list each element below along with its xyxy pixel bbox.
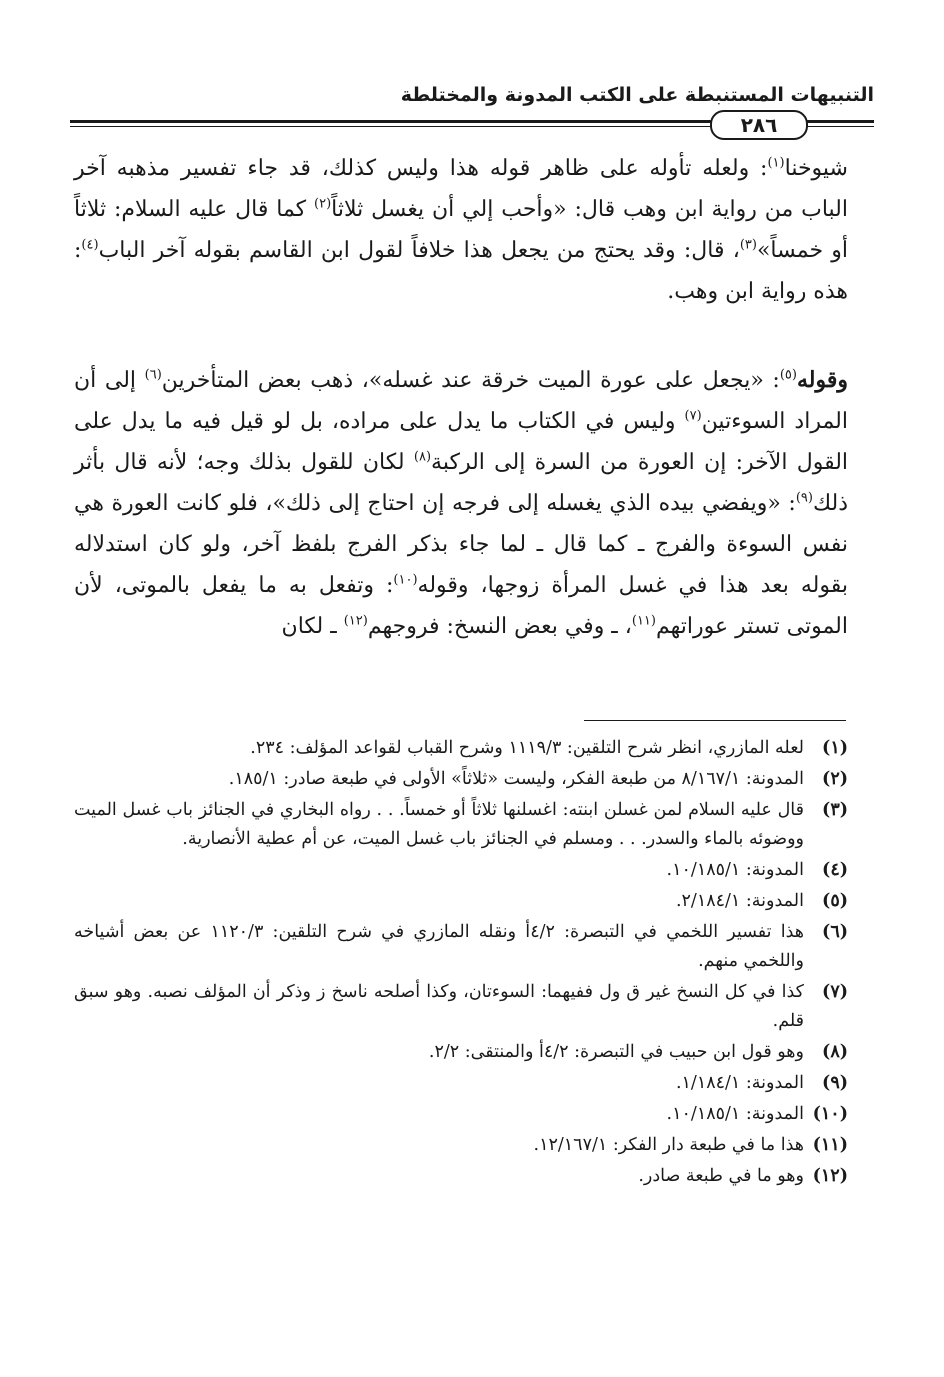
text-run: ، ـ وفي بعض النسخ: فروجهم [367, 614, 632, 639]
footnote-text: المدونة: ٢/١٨٤/١. [675, 891, 804, 911]
footnote-item [74, 1069, 848, 1098]
footnote-item [74, 1038, 848, 1067]
footnote-number: (٦) [822, 922, 848, 942]
footnote-text: وهو قول ابن حبيب في التبصرة: ٤/٢أ والمنتقى: ٢/٢. [428, 1042, 804, 1062]
footnote-item [74, 1162, 848, 1191]
footnote-ref: (١١) [631, 613, 656, 629]
text-run: ـ لكان [281, 614, 344, 639]
running-title: التنبيهات المستنبطة على الكتب المدونة والمختلطة [400, 84, 874, 106]
footnote-number: (١٠) [812, 1104, 848, 1124]
text-run: : «يجعل على عورة الميت خرقة عند غسله»، ذهب بعض المتأخرين [161, 368, 780, 393]
footnote-number: (٧) [822, 982, 848, 1002]
footnote-ref: (٢) [314, 196, 332, 212]
footnote-item [74, 796, 848, 854]
footnote-number: (٩) [822, 1073, 848, 1093]
footnote-text: المدونة: ١/١٨٤/١. [675, 1073, 804, 1093]
paragraph-2 [74, 360, 848, 647]
footnote-text: قال عليه السلام لمن غسلن ابنته: اغسلنها ثلاثاً أو خمساً. . . رواه البخاري في الجنائز باب غسل الميت ووضوئه بالماء والسدر. . . ومسلم في الجنائز باب غسل الميت، عن أم عطية الأنصارية. [74, 800, 804, 849]
footnote-item [74, 978, 848, 1036]
footnote-number: (٤) [822, 860, 848, 880]
footnote-ref: (٩) [795, 490, 813, 506]
footnote-ref: (١٠) [393, 572, 418, 588]
footnote-number: (٢) [822, 769, 848, 789]
footnote-text: المدونة: ١٠/١٨٥/١. [666, 1104, 804, 1124]
footnote-ref: (١٢) [343, 613, 368, 629]
footnote-divider [584, 720, 846, 721]
footnote-text: وهو ما في طبعة صادر. [638, 1166, 804, 1186]
footnote-ref: (٤) [81, 237, 99, 253]
footnote-number: (٨) [822, 1042, 848, 1062]
footnote-item [74, 918, 848, 976]
text-run: : هذه رواية ابن وهب. [74, 238, 848, 304]
text-run: وليس في الكتاب ما يدل على مراده، بل لو قيل فيه ما يدل على القول الآخر: إن العورة من السرة إلى الركبة [74, 409, 849, 475]
footnotes-list [74, 734, 848, 1193]
footnote-text: هذا تفسير اللخمي في التبصرة: ٤/٢أ ونقله المازري في شرح التلقين: ١١٢٠/٣ عن بعض أشياخه واللخمي منهم. [74, 922, 805, 971]
footnote-number: (١٢) [812, 1166, 848, 1186]
text-run: : وتفعل به ما يفعل بالموتى، لأن الموتى تستر عوراتهم [74, 573, 848, 639]
text-run: ، قال: وقد يحتج من يجعل هذا خلافاً لقول ابن القاسم بقوله آخر الباب [98, 238, 740, 263]
text-run: إلى أن المراد السوءتين [74, 368, 848, 434]
footnote-number: (٥) [822, 891, 848, 911]
footnote-ref: (٣) [739, 237, 757, 253]
footnote-ref: (٦) [144, 367, 162, 383]
footnote-text: المدونة: ١٠/١٨٥/١. [666, 860, 804, 880]
text-run: : ولعله تأوله على ظاهر قوله هذا وليس كذلك، قد جاء تفسير مذهبه آخر الباب من رواية ابن وهب قال: «وأحب إلي أن يغسل ثلاثاً [74, 156, 848, 222]
footnote-item [74, 887, 848, 916]
footnote-ref: (٧) [684, 408, 702, 424]
page-header [70, 70, 874, 137]
footnote-ref: (١) [767, 155, 785, 171]
text-run: كما قال عليه السلام: ثلاثاً أو خمساً» [74, 197, 848, 263]
paragraph-lead: وقوله [796, 367, 848, 393]
footnote-text: المدونة: ٨/١٦٧/١ من طبعة الفكر، وليست «ثلاثاً» الأولى في طبعة صادر: ١٨٥/١. [228, 769, 804, 789]
text-run: لكان للقول بذلك وجه؛ لأنه قال بأثر ذلك [74, 450, 848, 516]
footnote-number: (١) [822, 738, 848, 758]
footnote-item [74, 734, 848, 763]
text-run: شيوخنا [784, 156, 848, 181]
footnote-text: كذا في كل النسخ غير ق ول ففيهما: السوءتان، وكذا أصلحه ناسخ ز وذكر أن المؤلف نصبه. وهو سبق قلم. [74, 982, 804, 1031]
footnote-item [74, 765, 848, 794]
footnote-item [74, 1100, 848, 1129]
footnote-text: هذا ما في طبعة دار الفكر: ١٢/١٦٧/١. [533, 1135, 804, 1155]
footnote-number: (١١) [812, 1135, 848, 1155]
footnote-item [74, 1131, 848, 1160]
footnote-item [74, 856, 848, 885]
footnote-number: (٣) [822, 800, 848, 820]
footnote-ref: (٥) [779, 367, 797, 383]
paragraph-1 [74, 148, 848, 312]
page-number-badge: ٢٨٦ [710, 110, 808, 140]
text-run: : «ويفضي بيده الذي يغسله إلى فرجه إن احتاج إلى ذلك»، فلو كانت العورة هي نفس السوءة والفرج ـ كما قال ـ لما جاء بذكر الفرج بلفظ آخر، ولو كان استدلاله بقوله بعد هذا في غسل المرأة زوجها، وقوله [74, 491, 848, 598]
footnote-text: لعله المازري، انظر شرح التلقين: ١١١٩/٣ وشرح القباب لقواعد المؤلف: ٢٣٤. [250, 738, 804, 758]
footnote-ref: (٨) [413, 449, 432, 465]
